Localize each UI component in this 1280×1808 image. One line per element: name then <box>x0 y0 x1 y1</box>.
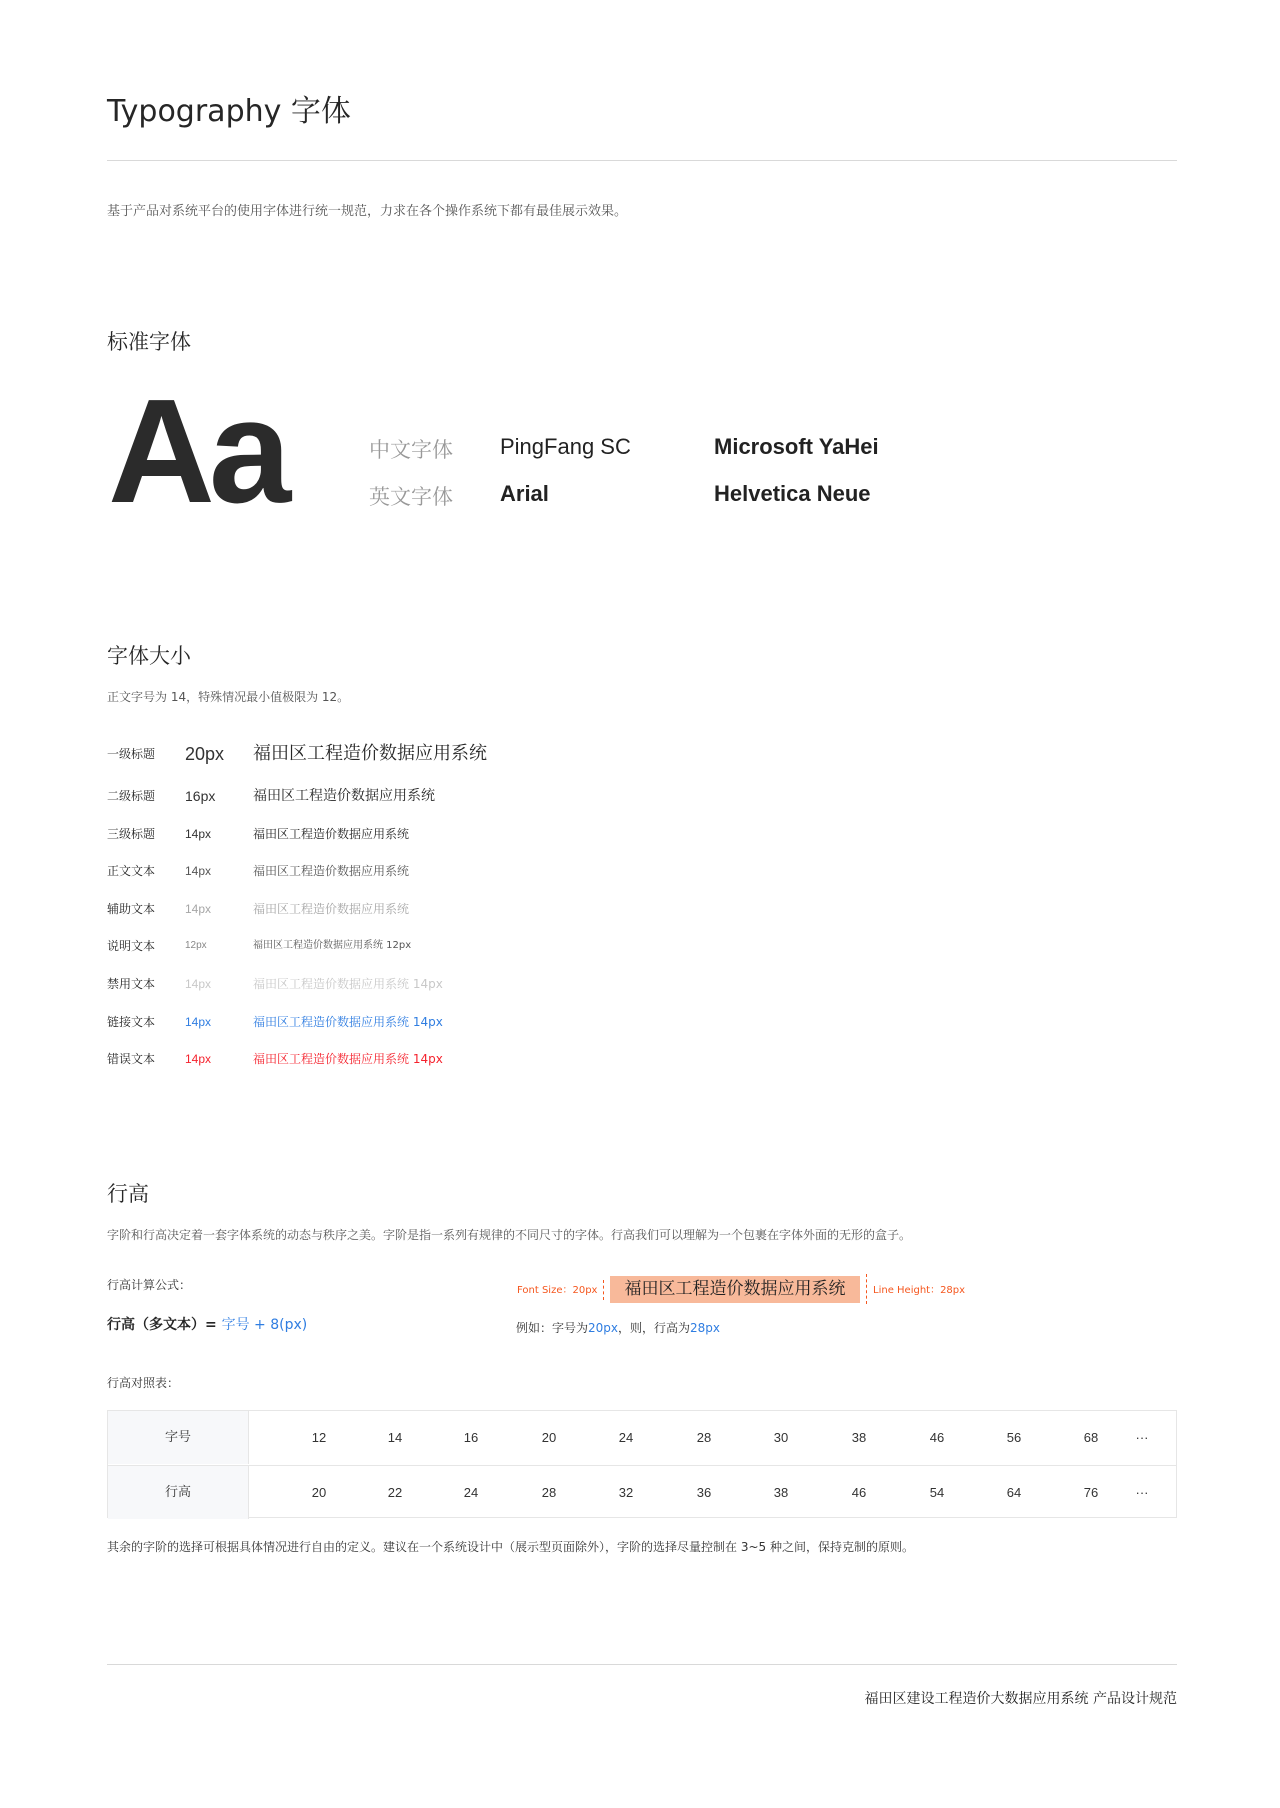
english-font-1: Arial <box>500 481 549 506</box>
english-font-label: 英文字体 <box>369 485 453 509</box>
table-cell: 28 <box>541 1485 557 1500</box>
english-font-2: Helvetica Neue <box>714 481 871 506</box>
size-value: 14px <box>185 827 212 841</box>
size-label: 三级标题 <box>107 827 156 841</box>
line-height-example <box>516 1319 720 1336</box>
line-height-desc: 字阶和行高决定着一套字体系统的动态与秩序之美。字阶是指一系列有规律的不同尺寸的字体。行高我们可以理解为一个包裹在字体外面的无形的盒子。 <box>107 1228 912 1242</box>
demo-line-height-box: 福田区工程造价数据应用系统 <box>610 1276 860 1303</box>
font-size-heading: 字体大小 <box>107 644 191 668</box>
example-line-height: 28px <box>690 1321 721 1335</box>
table-cell: 64 <box>1006 1485 1022 1500</box>
table-cell: 56 <box>1006 1430 1022 1445</box>
size-row-caption <box>107 934 707 958</box>
line-height-table <box>107 1410 1177 1518</box>
table-cell: 32 <box>618 1485 634 1500</box>
table-cell-ellipsis: ··· <box>1135 1485 1149 1500</box>
table-cell-ellipsis: ··· <box>1135 1430 1149 1445</box>
size-sample: 福田区工程造价数据应用系统 <box>253 788 435 804</box>
title-divider <box>107 160 1177 161</box>
line-height-header: 行高 <box>108 1466 249 1519</box>
footer-text: 福田区建设工程造价大数据应用系统 产品设计规范 <box>864 1691 1177 1707</box>
font-size-header: 字号 <box>108 1411 249 1464</box>
example-text-1: 例如：字号为 <box>516 1321 589 1335</box>
table-cell: 38 <box>851 1430 867 1445</box>
size-sample: 福田区工程造价数据应用系统 <box>253 827 410 841</box>
size-label: 一级标题 <box>107 747 156 761</box>
table-label: 行高对照表： <box>107 1376 180 1390</box>
font-sample-aa: Aa <box>108 369 286 534</box>
example-text-2: ，则，行高为 <box>618 1321 691 1335</box>
standard-font-heading: 标准字体 <box>107 330 191 354</box>
size-row-secondary <box>107 897 707 921</box>
size-value: 12px <box>185 940 207 951</box>
line-height-formula <box>107 1314 307 1334</box>
table-cell: 20 <box>541 1430 557 1445</box>
table-cell: 28 <box>696 1430 712 1445</box>
size-row-h3 <box>107 822 707 846</box>
size-label: 二级标题 <box>107 789 156 803</box>
size-value: 14px <box>185 902 212 916</box>
line-height-row <box>108 1465 1176 1519</box>
table-cell: 16 <box>463 1430 479 1445</box>
size-row-h1 <box>107 742 707 766</box>
size-label: 辅助文本 <box>107 902 156 916</box>
size-value: 14px <box>185 1052 212 1066</box>
size-sample-link[interactable]: 福田区工程造价数据应用系统 14px <box>253 1015 443 1029</box>
table-cell: 14 <box>387 1430 403 1445</box>
size-value: 14px <box>185 977 212 991</box>
size-sample: 福田区工程造价数据应用系统 14px <box>253 1052 443 1066</box>
table-cell: 20 <box>311 1485 327 1500</box>
size-value: 14px <box>185 864 212 878</box>
size-row-h2 <box>107 784 707 808</box>
size-row-disabled <box>107 972 707 996</box>
demo-line-height-marker <box>866 1274 867 1304</box>
size-sample: 福田区工程造价数据应用系统 14px <box>253 977 443 991</box>
table-cell: 38 <box>773 1485 789 1500</box>
demo-font-size-label: Font Size：20px <box>517 1285 598 1296</box>
size-row-body <box>107 859 707 883</box>
size-sample: 福田区工程造价数据应用系统 <box>253 743 487 764</box>
size-value: 20px <box>185 744 225 764</box>
size-sample: 福田区工程造价数据应用系统 <box>253 902 410 916</box>
size-label: 链接文本 <box>107 1015 156 1029</box>
table-cell: 22 <box>387 1485 403 1500</box>
table-cell: 76 <box>1083 1485 1099 1500</box>
intro-text: 基于产品对系统平台的使用字体进行统一规范，力求在各个操作系统下都有最佳展示效果。 <box>107 204 628 219</box>
table-cell: 68 <box>1083 1430 1099 1445</box>
size-value: 14px <box>185 1015 212 1029</box>
formula-label: 行高计算公式： <box>107 1278 192 1292</box>
font-size-row <box>108 1411 1176 1464</box>
page-title: Typography 字体 <box>107 94 351 129</box>
size-sample: 福田区工程造价数据应用系统 <box>253 864 410 878</box>
table-cell: 54 <box>929 1485 945 1500</box>
size-value: 16px <box>185 788 216 804</box>
formula-prefix: 行高（多文本）= <box>107 1317 222 1333</box>
table-cell: 36 <box>696 1485 712 1500</box>
table-cell: 12 <box>311 1430 327 1445</box>
formula-value: 字号 + 8(px) <box>221 1317 308 1333</box>
demo-line-height-label: Line Height：28px <box>873 1285 966 1296</box>
table-cell: 46 <box>929 1430 945 1445</box>
size-label: 禁用文本 <box>107 977 156 991</box>
chinese-font-1: PingFang SC <box>500 434 631 459</box>
chinese-font-label: 中文字体 <box>369 438 453 462</box>
example-font-size: 20px <box>588 1321 619 1335</box>
line-height-heading: 行高 <box>107 1182 149 1206</box>
size-sample: 福田区工程造价数据应用系统 12px <box>253 940 412 951</box>
chinese-font-2: Microsoft YaHei <box>714 434 879 459</box>
size-label: 正文文本 <box>107 864 156 878</box>
table-cell: 46 <box>851 1485 867 1500</box>
table-cell: 24 <box>463 1485 479 1500</box>
size-label: 错误文本 <box>107 1052 156 1066</box>
footer-divider <box>107 1664 1177 1665</box>
table-cell: 24 <box>618 1430 634 1445</box>
size-label: 说明文本 <box>107 939 156 953</box>
size-row-error <box>107 1047 707 1071</box>
font-size-desc: 正文字号为 14，特殊情况最小值极限为 12。 <box>107 690 350 704</box>
size-row-link <box>107 1010 707 1034</box>
line-height-note: 其余的字阶的选择可根据具体情况进行自由的定义。建议在一个系统设计中（展示型页面除外），字阶的选择尽量控制在 3~5 种之间，保持克制的原则。 <box>107 1540 914 1554</box>
demo-font-size-marker <box>603 1280 604 1300</box>
table-cell: 30 <box>773 1430 789 1445</box>
